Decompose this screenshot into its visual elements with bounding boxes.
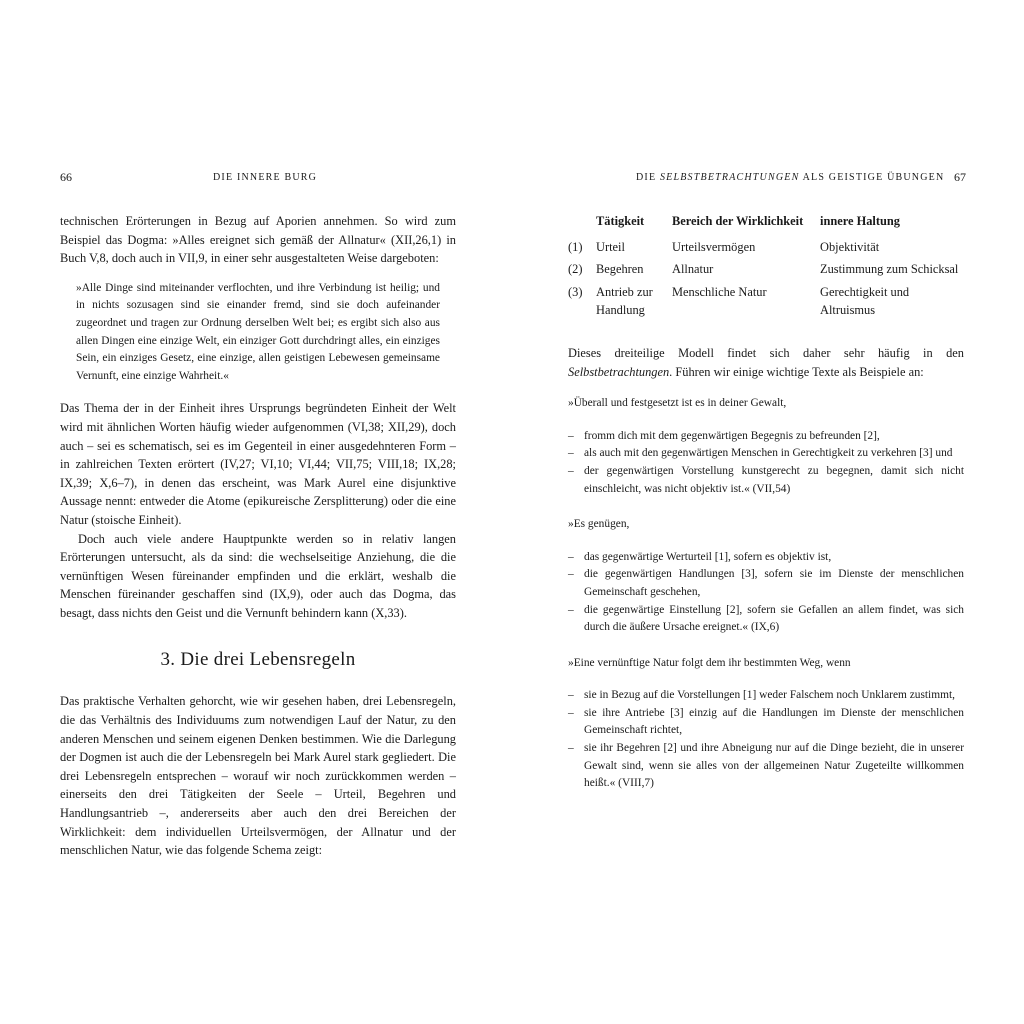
table-row: [568, 238, 968, 261]
paragraph: Dieses dreiteilige Modell findet sich daher sehr häufig in den Selbstbetrachtungen. Führen wir einige wichtige Texte als Beispiele an:: [568, 345, 964, 379]
page-number: 66: [60, 170, 72, 184]
table-cell: Urteil: [596, 239, 625, 254]
table-row: [568, 283, 968, 324]
table-cell: Urteilsvermögen: [672, 239, 756, 254]
paragraph: Das praktische Verhalten gehorcht, wie wir gesehen haben, drei Lebensregeln, die das Verhältnis des Individuums zum notwendigen Lauf der Natur, zu den anderen Menschen und seinem eigenen Denken bestimmen. Wie die Darlegung der Dogmen ist auch die der Lebensregeln bei Mark Aurel stark gegliedert. Die drei Lebensregeln entsprechen – worauf wir noch zurückkommen werden – einerseits den drei Tätigkeiten der Seele – Urteil, Begehren und Handlungsantrieb –, andererseits aber auch den drei Bereichen der Wirklichkeit: dem individuellen Urteilsvermögen, der Allnatur und der menschlichen Natur, wie das folgende Schema zeigt:: [60, 694, 456, 858]
list-item: – fromm dich mit dem gegenwärtigen Begegnis zu befreunden [2],: [568, 429, 880, 442]
table-cell: Zustimmung zum Schicksal: [820, 262, 959, 277]
paragraph: technischen Erörterungen in Bezug auf Aporien annehmen. So wird zum Beispiel das Dogma: »Alles ereignet sich gemäß der Allnatur« (XII,26,1) in Buch V,8, doch auch in VII,9, in einer sehr ausgestalteten Weise dargeboten:: [60, 214, 456, 266]
quote-list: [568, 687, 964, 793]
table-cell: (1): [568, 239, 583, 254]
quote-lead: »Eine vernünftige Natur folgt dem ihr bestimmten Weg, wenn: [568, 656, 851, 669]
table-cell: Objektivität: [820, 239, 880, 254]
right-page: [568, 0, 964, 1024]
list-item: – sie ihr Begehren [2] und ihre Abneigung nur auf die Dinge bezieht, die in unserer Gewalt sind, wenn sie alles von der allgemeinen Natur Zugeteilte willkommen heißt.« (VIII,7): [568, 742, 964, 790]
table-header-row: [568, 212, 968, 238]
section-heading: 3. Die drei Lebensregeln: [160, 649, 356, 671]
quote-list: [568, 549, 964, 637]
paragraph: Das Thema der in der Einheit ihres Ursprungs begründeten Einheit der Welt wird mit ähnlichen Worten häufig wieder aufgenommen (VI,38; XII,29), doch auch – sei es schematisch, sei es im Gegenteil in einer ausgedehnteren Form – in zahlreichen Texten erörtert (IV,27; VI,10; VI,44; VII,75; VIII,18; IX,28; IX,39; X,6–7), in denen das erscheint, was Mark Aurel eine disjunktive Aussage nennt: entweder die Atome (epikureische Zersplitterung) oder die eine Natur (stoische Einheit).: [60, 401, 456, 527]
table-cell: Begehren: [596, 262, 644, 277]
paragraph: Doch auch viele andere Hauptpunkte werden so in relativ langen Erörterungen untersucht, als da sind: die wechselseitige Anziehung, die die vernünftigen Wesen füreinander empfinden und die erklärt, weshalb die Menschen füreinander geschaffen sind (IX,9), oder auch das Dogma, das besagt, dass nichts den Geist und die Vernunft behindern kann (X,33).: [60, 531, 456, 620]
table-header-cell: [568, 212, 596, 238]
schema-table: [568, 212, 968, 324]
running-head-title: DIE SELBSTBETRACHTUNGEN ALS GEISTIGE ÜBUNGEN: [636, 172, 945, 183]
left-page-body: [60, 212, 456, 860]
list-item: – die gegenwärtigen Handlungen [3], sofern sie im Dienste der menschlichen Gemeinschaft geschehen,: [568, 568, 964, 598]
list-item: – als auch mit den gegenwärtigen Menschen in Gerechtigkeit zu verkehren [3] und: [568, 447, 953, 460]
table-cell: (3): [568, 284, 583, 299]
quote-group: [568, 395, 964, 793]
list-item: – die gegenwärtige Einstellung [2], sofern sie Gefallen an allem findet, was sich durch die äußere Ursache ereignet.« (IX,6): [568, 603, 964, 634]
right-page-body: [568, 212, 964, 811]
running-header: [60, 168, 456, 190]
running-head-title: DIE INNERE BURG: [213, 172, 318, 183]
left-page: [60, 0, 456, 1024]
quote-lead: »Überall und festgesetzt ist es in deiner Gewalt,: [568, 397, 787, 410]
table-cell: (2): [568, 262, 583, 277]
list-item: – das gegenwärtige Werturteil [1], sofern es objektiv ist,: [568, 550, 832, 563]
table-cell: Allnatur: [672, 262, 714, 277]
table-cell: Menschliche Natur: [672, 284, 767, 299]
running-header: [568, 168, 964, 190]
list-item: – sie ihre Antriebe [3] einzig auf die Handlungen im Dienste der menschlichen Gemeinschaft richtet,: [568, 706, 964, 737]
table-cell: Antrieb zur Handlung: [596, 284, 653, 318]
table-header-cell: innere Haltung: [820, 214, 900, 228]
page-number: 67: [954, 170, 966, 184]
quote-lead: »Es genügen,: [568, 518, 630, 531]
list-item: – der gegenwärtigen Vorstellung kunstgerecht zu begegnen, damit sich nicht einschleicht, was nicht objektiv ist.« (VII,54): [568, 464, 964, 495]
quote-list: [568, 428, 964, 498]
table-header-cell: Bereich der Wirklichkeit: [672, 214, 804, 228]
table-header-cell: Tätigkeit: [596, 214, 645, 228]
table-cell: Gerechtigkeit und Altruismus: [820, 284, 910, 318]
table-row: [568, 260, 968, 283]
list-item: – sie in Bezug auf die Vorstellungen [1] weder Falschem noch Unklarem zustimmt,: [568, 689, 955, 702]
block-quote: »Alle Dinge sind miteinander verflochten, und ihre Verbindung ist heilig; und in nichts sozusagen sind sie einander fremd, sind sie doch aufeinander zugeordnet und tragen zur Ordnung derselben Welt bei; es ergibt sich also aus allen Dingen eine einzige Welt, ein einziger Gott durchdringt alles, ein einziges Sein, ein einziges Gesetz, eine einzige, allen geistigen Lebewesen gemeinsame Vernunft, eine einzige Wahrheit.«: [76, 281, 440, 382]
